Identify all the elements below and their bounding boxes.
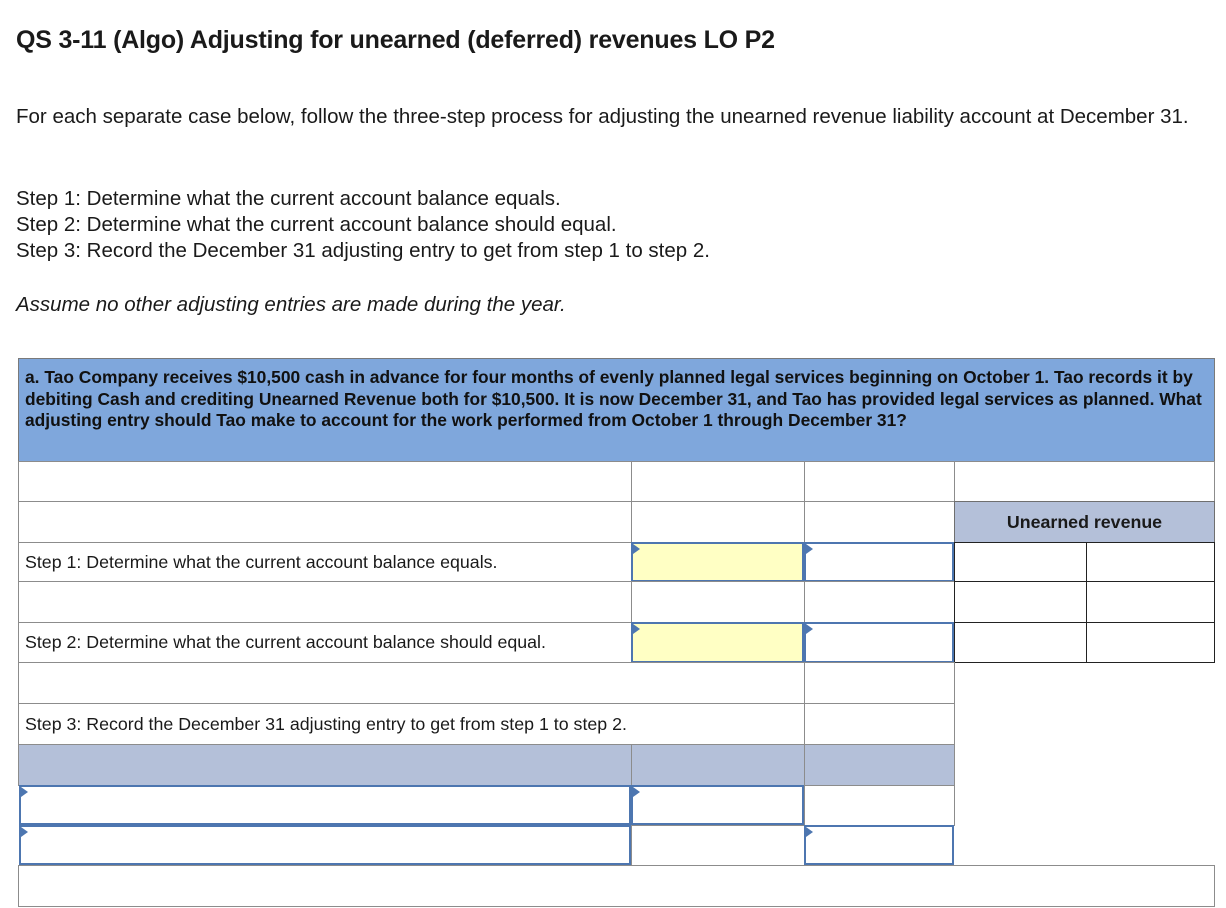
journal-header-debit — [631, 744, 805, 786]
step3-label: Step 3: Record the December 31 adjusting entry to get from step 1 to step 2. — [18, 703, 805, 745]
dropdown-marker-icon — [806, 827, 813, 837]
t-account-title: Unearned revenue — [954, 501, 1215, 543]
blank-cell — [804, 581, 955, 623]
journal-debit-input-1[interactable] — [631, 785, 804, 825]
t-account-credit-2[interactable] — [1086, 581, 1215, 623]
dropdown-marker-icon — [633, 787, 640, 797]
step2-amount-input[interactable] — [631, 622, 804, 663]
journal-header-credit — [804, 744, 955, 786]
journal-account-select-1[interactable] — [19, 785, 631, 825]
journal-header-account — [18, 744, 632, 786]
dropdown-marker-icon — [806, 544, 813, 554]
blank-cell — [631, 581, 805, 623]
blank-cell — [18, 461, 632, 502]
t-account-debit-1[interactable] — [954, 542, 1087, 582]
blank-cell — [804, 501, 955, 543]
blank-cell — [804, 662, 955, 704]
blank-cell — [18, 501, 632, 543]
step2-account-select[interactable] — [804, 622, 954, 663]
step1-label: Step 1: Determine what the current account balance equals. — [18, 542, 632, 582]
journal-account-select-2[interactable] — [19, 825, 631, 865]
t-account-credit-1[interactable] — [1086, 542, 1215, 582]
dropdown-marker-icon — [21, 787, 28, 797]
journal-debit-input-2[interactable] — [631, 825, 805, 866]
journal-credit-input-2[interactable] — [804, 825, 954, 865]
page-title: QS 3-11 (Algo) Adjusting for unearned (deferred) revenues LO P2 — [16, 26, 775, 54]
step2-label: Step 2: Determine what the current account balance should equal. — [18, 622, 632, 663]
t-account-credit-3[interactable] — [1086, 622, 1215, 663]
instructions-steps — [16, 186, 710, 264]
dropdown-marker-icon — [806, 624, 813, 634]
dropdown-marker-icon — [633, 624, 640, 634]
assumption-note: Assume no other adjusting entries are made during the year. — [16, 293, 566, 316]
instruction-step-1: Step 1: Determine what the current account balance equals. — [16, 187, 561, 210]
instruction-step-2: Step 2: Determine what the current account balance should equal. — [16, 213, 617, 236]
t-account-debit-2[interactable] — [954, 581, 1087, 623]
blank-cell — [804, 703, 955, 745]
journal-credit-input-1[interactable] — [804, 785, 955, 826]
dropdown-marker-icon — [21, 827, 28, 837]
instruction-step-3: Step 3: Record the December 31 adjusting entry to get from step 1 to step 2. — [16, 239, 710, 262]
question-case-a: a. Tao Company receives $10,500 cash in advance for four months of evenly planned legal services beginning on October 1. Tao records it by debiting Cash and crediting Unearned Revenue both for $10,500. It is now December 31, and Tao has provided legal services as planned. What adjusting entry should Tao make to account for the work performed from October 1 through December 31? — [18, 358, 1215, 462]
blank-cell — [18, 865, 1215, 907]
t-account-debit-3[interactable] — [954, 622, 1087, 663]
blank-cell — [954, 461, 1215, 502]
blank-cell — [804, 461, 955, 502]
blank-cell — [18, 581, 632, 623]
dropdown-marker-icon — [633, 544, 640, 554]
step1-amount-input[interactable] — [631, 542, 804, 582]
blank-cell — [631, 461, 805, 502]
instructions-intro: For each separate case below, follow the three-step process for adjusting the unearned revenue liability account at December 31. — [16, 105, 1189, 128]
blank-cell — [631, 501, 805, 543]
step1-account-select[interactable] — [804, 542, 954, 582]
blank-cell — [18, 662, 805, 704]
